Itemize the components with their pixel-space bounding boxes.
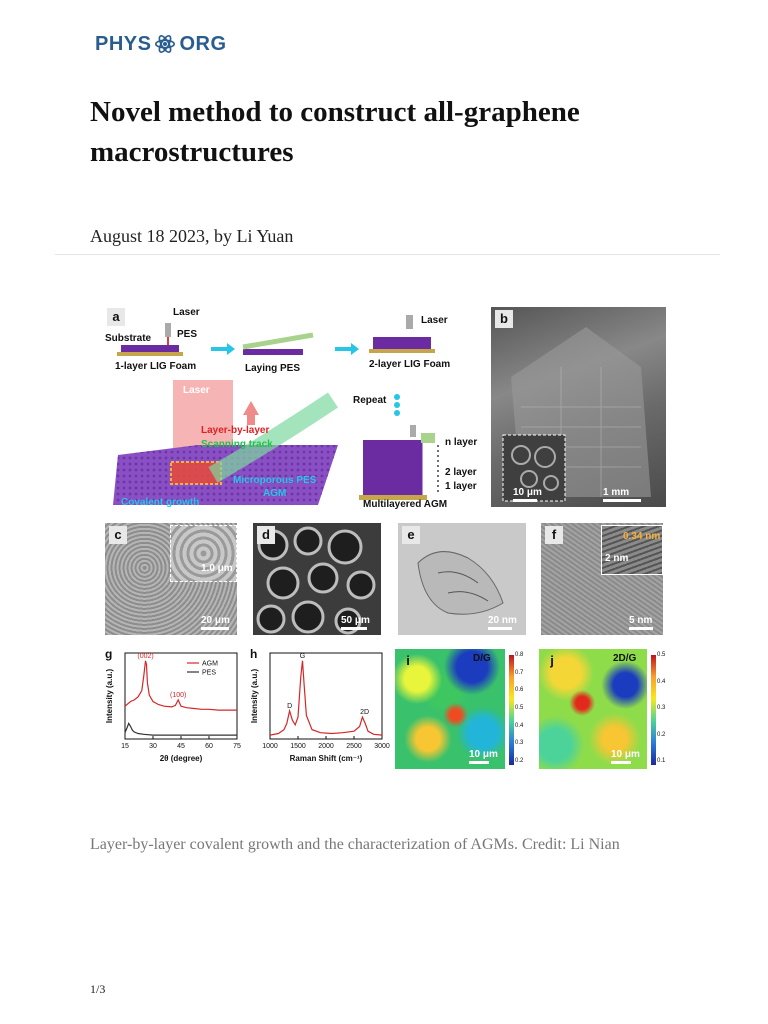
panel-c <box>105 523 237 635</box>
panel-i-scalebar <box>469 749 498 764</box>
panel-j-scale-text: 10 μm <box>611 749 640 760</box>
panel-label: g <box>105 647 113 661</box>
panel-e <box>398 523 526 635</box>
series-line <box>270 661 382 735</box>
page-number: 1/3 <box>90 982 106 996</box>
twodg-colorbar-ticks <box>657 652 669 764</box>
multilayered-agm-label: Multilayered AGM <box>363 499 448 510</box>
x-tick-label: 1500 <box>290 743 306 750</box>
panel-d <box>253 523 381 635</box>
panel-b-scalebar <box>603 487 641 502</box>
series-line <box>125 723 237 735</box>
colorbar-tick: 0.5 <box>657 652 666 658</box>
panel-b-inset-scale-text: 10 μm <box>513 487 542 498</box>
panel-h <box>248 647 390 769</box>
peak-annotation: D <box>287 702 293 710</box>
raman-chart <box>248 647 390 769</box>
series-line <box>125 661 237 710</box>
figure-caption: Layer-by-layer covalent growth and the characterization of AGMs. Credit: Li Nian <box>90 836 620 853</box>
panel-f <box>541 523 663 635</box>
colorbar-tick: 0.7 <box>515 669 524 676</box>
panel-e-scalebar <box>488 615 517 630</box>
laser-label-top: Laser <box>173 307 200 318</box>
panel-j-label: j <box>550 653 554 668</box>
pes-label: PES <box>177 329 198 340</box>
article-byline: August 18 2023, by Li Yuan <box>90 226 294 246</box>
laser-label-beam: Laser <box>183 385 210 396</box>
xrd-chart <box>103 647 241 769</box>
article-figure <box>103 305 668 775</box>
panel-c-inset-scale-text: 1.0 μm <box>201 563 233 574</box>
peak-annotation: G <box>299 652 306 660</box>
peak-annotation: (100) <box>170 691 187 699</box>
y-axis-label: Intensity (a.u.) <box>250 668 259 724</box>
x-tick-label: 3000 <box>374 743 390 750</box>
y-axis-label: Intensity (a.u.) <box>105 668 114 724</box>
dg-map-label: D/G <box>473 653 491 664</box>
plot-frame <box>270 653 382 739</box>
colorbar-tick: 0.2 <box>515 757 524 764</box>
panel-d-scale-text: 50 μm <box>341 615 370 626</box>
panel-f-label: f <box>545 526 563 544</box>
colorbar-tick: 0.2 <box>657 731 666 738</box>
x-tick-label: 30 <box>149 743 157 750</box>
colorbar-tick: 0.6 <box>515 687 524 694</box>
colorbar-tick: 0.3 <box>515 740 524 747</box>
x-tick-label: 60 <box>205 743 213 750</box>
panel-c-inset-scalebar <box>201 563 233 574</box>
panel-f-inset-scalebar <box>605 553 628 564</box>
phys-org-logo[interactable] <box>95 28 227 60</box>
dg-colorbar-ticks <box>515 652 529 764</box>
panel-a-label: a <box>107 308 125 326</box>
panel-j <box>539 649 668 771</box>
panel-e-scale-text: 20 nm <box>488 615 517 626</box>
logo-text-org: ORG <box>179 32 227 55</box>
panel-f-inset-scale-text: 2 nm <box>605 553 629 564</box>
sem-image-b <box>491 307 666 507</box>
one-layer-label: 1-layer LIG Foam <box>115 361 197 372</box>
laser-label-right: Laser <box>421 315 448 326</box>
panel-b-scale-text: 1 mm <box>603 487 630 498</box>
panel-j-scalebar <box>611 749 640 764</box>
panel-b <box>491 307 666 507</box>
two-layer-stack-label: 2 layer <box>445 467 477 478</box>
colorbar-tick: 0.5 <box>515 704 524 711</box>
microporous-pes-label: Microporous PES <box>233 475 317 486</box>
legend-label: AGM <box>202 660 218 668</box>
x-tick-label: 2500 <box>346 743 362 750</box>
colorbar-tick: 0.3 <box>657 705 666 711</box>
x-tick-label: 2000 <box>318 743 334 750</box>
one-layer-stack-label: 1 layer <box>445 481 477 492</box>
x-tick-label: 1000 <box>262 743 278 750</box>
panel-d-scalebar <box>341 615 370 630</box>
repeat-label: Repeat <box>353 395 387 406</box>
panel-c-scalebar <box>201 615 230 630</box>
divider <box>55 254 720 255</box>
x-tick-label: 45 <box>177 743 185 750</box>
panel-b-inset-scalebar <box>513 487 542 502</box>
panel-i <box>395 649 528 771</box>
atom-icon <box>154 33 176 55</box>
legend-label: PES <box>202 669 217 677</box>
x-tick-label: 75 <box>233 743 241 750</box>
x-axis-label: 2θ (degree) <box>159 754 203 763</box>
panel-b-label: b <box>495 310 513 328</box>
x-tick-label: 15 <box>121 743 129 750</box>
dg-colorbar <box>509 655 514 765</box>
colorbar-tick: 0.1 <box>657 758 666 764</box>
panel-a <box>103 305 488 510</box>
panel-label: h <box>250 647 258 661</box>
panel-f-scalebar <box>629 615 653 630</box>
panel-d-label: d <box>257 526 275 544</box>
covalent-growth-label: Covalent growth <box>121 497 200 508</box>
panel-c-scale-text: 20 μm <box>201 615 230 626</box>
colorbar-tick: 0.8 <box>515 652 524 658</box>
panel-f-spacing-label: 0.34 nm <box>623 531 661 542</box>
two-layer-label: 2-layer LIG Foam <box>369 359 451 370</box>
n-layer-label: n layer <box>445 437 478 448</box>
panel-i-label: i <box>406 653 410 668</box>
laying-pes-label: Laying PES <box>245 363 301 374</box>
article-title: Novel method to construct all-graphene macrostructures <box>90 96 580 168</box>
x-axis-label: Raman Shift (cm⁻¹) <box>289 754 363 763</box>
panel-i-scale-text: 10 μm <box>469 749 498 760</box>
twodg-map-label: 2D/G <box>613 653 637 664</box>
peak-annotation: (002) <box>137 652 154 660</box>
panel-c-label: c <box>109 526 127 544</box>
panel-e-label: e <box>402 526 420 544</box>
logo-text-phys: PHYS <box>95 32 152 55</box>
colorbar-tick: 0.4 <box>657 678 666 685</box>
colorbar-tick: 0.4 <box>515 722 524 729</box>
agm-label: AGM <box>263 488 287 499</box>
substrate-label: Substrate <box>105 333 152 344</box>
scanning-track-label: Scanning track <box>201 439 273 450</box>
panel-g <box>103 647 241 769</box>
twodg-colorbar <box>651 655 656 765</box>
layer-by-layer-label: Layer-by-layer <box>201 425 270 436</box>
panel-f-scale-text: 5 nm <box>629 615 653 626</box>
peak-annotation: 2D <box>360 709 370 717</box>
